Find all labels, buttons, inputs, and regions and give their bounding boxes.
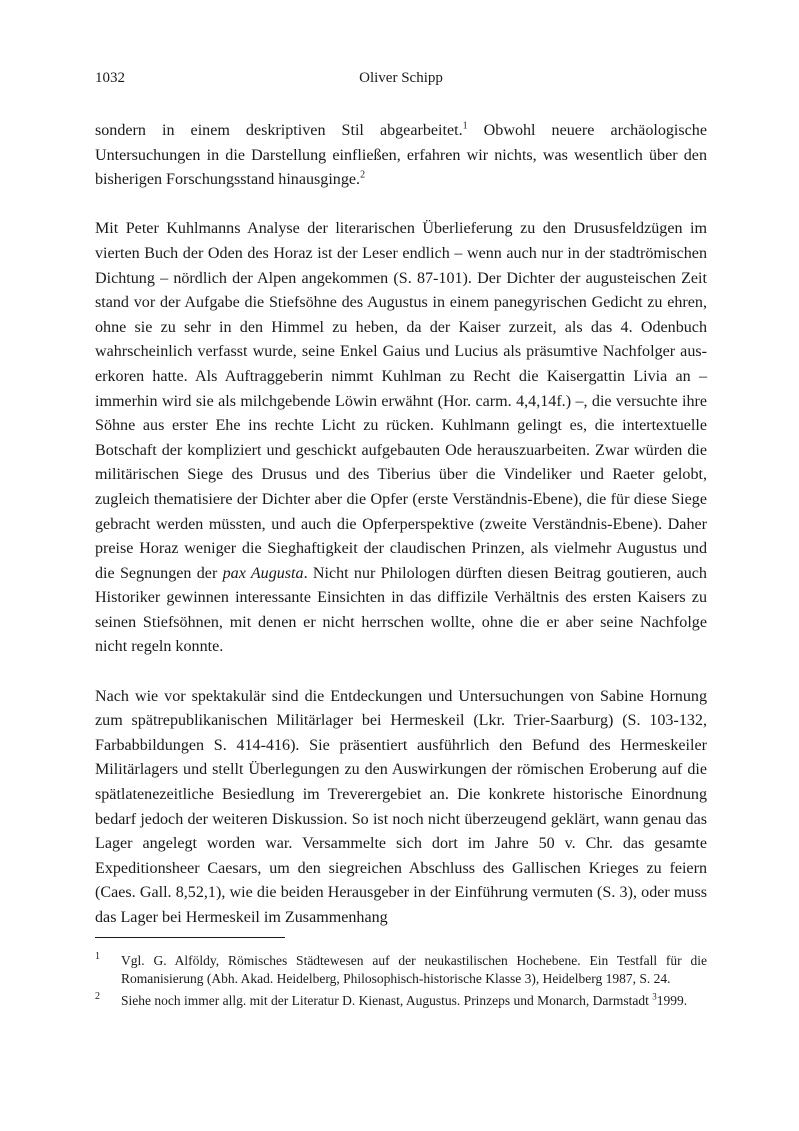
footnote-2 — [95, 992, 707, 1010]
paragraph-1-text-b: Obwohl neuere archäologische Untersuchungen in die Darstellung einfließen, erfahren wir nichts, was wesentlich über den bisherigen Forschungsstand hinausginge. — [95, 122, 707, 189]
document-page — [95, 70, 707, 1014]
paragraph-2 — [95, 217, 707, 660]
running-head — [95, 70, 707, 94]
footnote-2-text-b: 1999. — [656, 992, 688, 1008]
footnote-1-text: Vgl. G. Alföldy, Römisches Städtewesen auf der neukastilischen Hochebene. Ein Testfall für die Romanisierung (Abh. Akad. Heidelberg, Philosophisch-historische Klasse 3), Heidelberg 1987, S. 24. — [121, 952, 707, 986]
footnote-2-edition: 3 — [652, 991, 657, 1002]
paragraph-3 — [95, 685, 707, 931]
footnote-ref-1[interactable]: 1 — [462, 120, 468, 132]
footnote-1-number: 1 — [95, 950, 100, 962]
running-head-author: Oliver Schipp — [359, 70, 443, 86]
paragraph-2-text-b: . Nicht nur Philologen dürften diesen Beitrag goutieren, auch Historiker gewinnen interessante Einsichten in das diffizile Verhältnis des ersten Kaisers zu seinen Stiefsöhnen, mit denen er nicht herrschen wollte, ohne die er aber seine Nachfolge nicht regeln konnte. — [95, 564, 707, 656]
footnote-2-text-a: Siehe noch immer allg. mit der Literatur D. Kienast, Augustus. Prinzeps und Monarch, Darmstadt — [121, 992, 653, 1008]
paragraph-1 — [95, 119, 707, 193]
footnote-1 — [95, 952, 707, 988]
paragraph-2-text-a: Mit Peter Kuhlmanns Analyse der literarischen Überlieferung zu den Drususfeldzügen im vierten Buch der Oden des Horaz ist der Leser endlich – wenn auch nur in der stadtrömischen Dichtung – nördlich der Alpen angekommen (S. 87-101). Der Dichter der augusteischen Zeit stand vor der Aufgabe die Stiefsöhne des Augustus in einem panegyrischen Gedicht zu ehren, ohne sie zu sehr in den Himmel zu heben, da der Kaiser zurzeit, als das 4. Odenbuch wahrscheinlich verfasst wurde, seine Enkel Gaius und Lucius als präsumtive Nachfolger auserkoren hatte. Als Auftraggeberin nimmt Kuhlman zu Recht die Kaisergattin Livia an – immerhin wird sie als milchgebende Löwin erwähnt (Hor. carm. 4,4,14f.) –, die versuchte ihre Söhne aus erster Ehe ins rechte Licht zu rücken. Kuhlmann gelingt es, die intertextuelle Botschaft der kompliziert und geschickt aufgebauten Ode herauszuarbeiten. Zwar würden die militärischen Siege des Drusus und des Tiberius über die Vindeliker und Raeter gelobt, zugleich thematisiere der Dichter aber die Opfer (erste Verständnis-Ebene), die für diese Siege gebracht werden müssten, und auch die Opferperspektive (zweite Verständnis-Ebene). Daher preise Horaz weniger die Sieghaftigkeit der claudischen Prinzen, als vielmehr Augustus und die Segnungen der — [95, 220, 707, 582]
footnote-ref-2[interactable]: 2 — [360, 169, 366, 181]
footnotes — [95, 952, 707, 1010]
page-number: 1032 — [95, 70, 125, 86]
paragraph-1-text-a: sondern in einem deskriptiven Stil abgearbeitet. — [95, 122, 463, 139]
footnote-2-number: 2 — [95, 990, 100, 1002]
body-text — [95, 119, 707, 931]
footnote-divider — [95, 937, 285, 938]
paragraph-2-italic-term: pax Augusta — [222, 564, 304, 582]
paragraph-3-text: Nach wie vor spektakulär sind die Entdeckungen und Untersuchungen von Sabine Hornung zum spätrepublikanischen Militärlager bei Hermeskeil (Lkr. Trier-Saarburg) (S. 103-132, Farbabbildungen S. 414-416). Sie präsentiert ausführlich den Befund des Hermeskeiler Militärlagers und stellt Überlegungen zu den Auswirkungen der römischen Eroberung auf die spätlatenezeitliche Besiedlung im Treverergebiet an. Die konkrete historische Einordnung bedarf jedoch der weiteren Diskussion. So ist noch nicht überzeugend geklärt, wann genau das Lager angelegt worden war. Versammelte sich dort im Jahre 50 v. Chr. das gesamte Expeditionsheer Caesars, um den siegreichen Abschluss des Gallischen Krieges zu feiern (Caes. Gall. 8,52,1), wie die beiden Herausgeber in der Einführung vermuten (S. 3), oder muss das Lager bei Hermeskeil im Zusammenhang — [95, 687, 707, 926]
